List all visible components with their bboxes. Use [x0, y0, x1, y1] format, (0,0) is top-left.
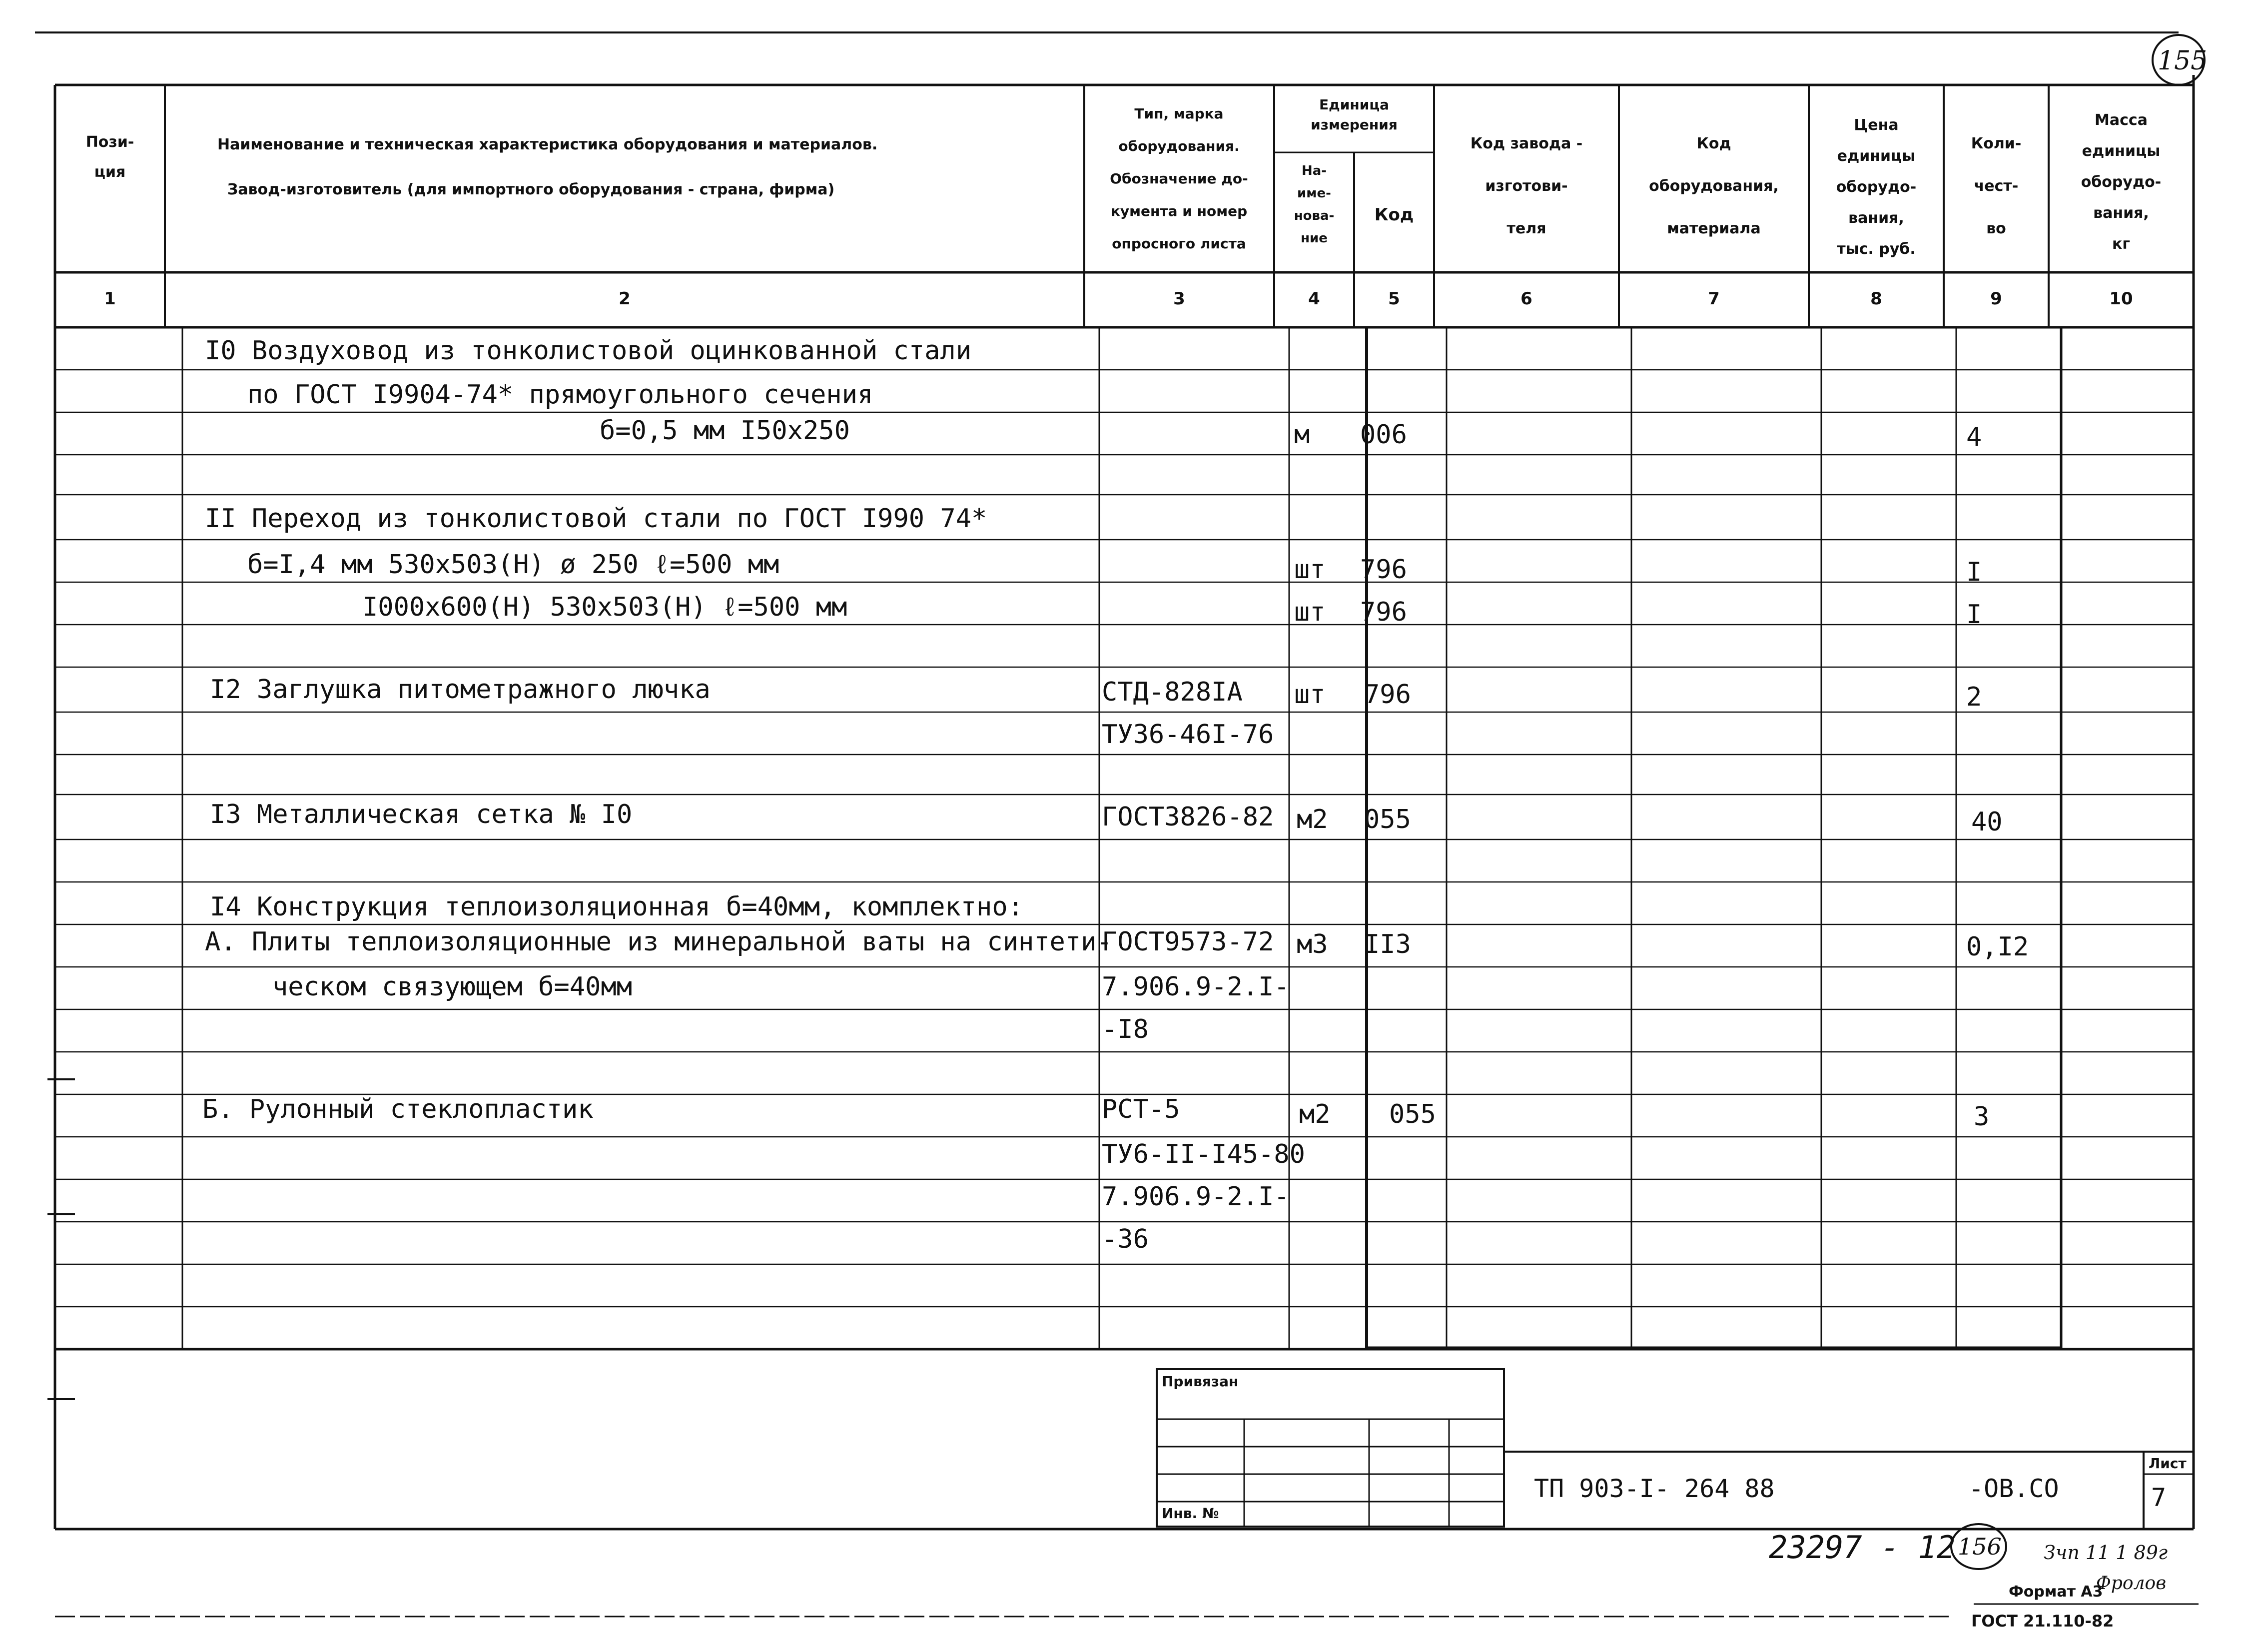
- header-name-line1: Наименование и техническая характеристика оборудования и материалов.: [217, 136, 878, 153]
- standard-label: ГОСТ 21.110-82: [1971, 1612, 2114, 1631]
- row-4-name: II Переход из тонколистовой стали по ГОСТ I990 74*: [205, 504, 987, 534]
- row-5-name: б=I,4 мм 530х503(Н) ø 250 ℓ=500 мм: [247, 550, 779, 580]
- row-2-name: б=0,5 мм I50х250: [600, 416, 850, 446]
- row-2-unit: м: [1294, 420, 1310, 450]
- row-11-qty: 40: [1971, 807, 2003, 837]
- header-position: Пози- ция: [85, 133, 134, 181]
- column-number-7: 7: [1708, 289, 1720, 309]
- header-unit-price: Цена единицы оборудо- вания, тыс. руб.: [1836, 116, 1917, 258]
- format-signature: Фролов: [2096, 1573, 2167, 1594]
- row-11-name: I3 Металлическая сетка № I0: [210, 800, 633, 829]
- row-14-qty: 0,I2: [1966, 932, 2029, 962]
- column-number-9: 9: [1990, 289, 2002, 309]
- column-number-6: 6: [1520, 289, 1532, 309]
- row-14-name: А. Плиты теплоизоляционные из минеральной ваты на синтети-: [205, 927, 1112, 957]
- row-6-qty: I: [1966, 600, 1982, 630]
- row-6-unit: шт: [1294, 597, 1326, 627]
- row-9-type: ТУ36-46I-76: [1102, 720, 1274, 750]
- row-14-unit: м3: [1297, 929, 1328, 959]
- header-type-mark: Тип, марка оборудования. Обозначение до- кумента и номер опросного листа: [1110, 105, 1248, 252]
- row-14-code: II3: [1364, 929, 1411, 959]
- row-11-type: ГОСТ3826-82: [1102, 802, 1274, 832]
- row-18-name: Б. Рулонный стеклопластик: [202, 1094, 594, 1124]
- header-plant-code: Код завода - изготови- теля: [1470, 135, 1583, 237]
- row-18-qty: 3: [1974, 1102, 1990, 1132]
- row-1-name: по ГОСТ I9904-74* прямоугольного сечения: [247, 380, 873, 410]
- row-8-qty: 2: [1966, 682, 1982, 712]
- row-5-code: 796: [1360, 555, 1407, 585]
- bottom-number: 156: [1958, 1533, 2002, 1560]
- format-label: Формат А3: [2009, 1583, 2103, 1601]
- column-number-5: 5: [1388, 289, 1400, 309]
- sheet-label: Лист: [2149, 1455, 2187, 1472]
- header-name-line2: Завод-изготовитель (для импортного оборудования - страна, фирма): [227, 181, 835, 198]
- column-number-1: 1: [104, 289, 116, 309]
- header-unit-group: Единица измерения: [1311, 96, 1398, 133]
- row-2-code: 006: [1360, 420, 1407, 450]
- header-unit-mass: Масса единицы оборудо- вания, кг: [2081, 111, 2162, 253]
- attached-label: Привязан: [1162, 1373, 1239, 1390]
- header-unit-code: Код: [1374, 205, 1414, 225]
- row-5-qty: I: [1966, 557, 1982, 587]
- row-15-name: ческом связующем б=40мм: [272, 972, 633, 1002]
- handwritten-note: Зчп 11 1 89г: [2044, 1542, 2168, 1564]
- column-number-3: 3: [1173, 289, 1185, 309]
- row-6-name: I000х600(Н) 530х503(Н) ℓ=500 мм: [362, 592, 847, 622]
- row-8-unit: шт: [1294, 680, 1326, 710]
- row-0-name: I0 Воздуховод из тонколистовой оцинкованной стали: [205, 336, 972, 366]
- row-13-name: I4 Конструкция теплоизоляционная б=40мм, комплектно:: [210, 892, 1023, 922]
- row-2-qty: 4: [1966, 422, 1982, 452]
- sheet-number: 7: [2151, 1483, 2167, 1512]
- row-21-type: -36: [1102, 1224, 1149, 1254]
- row-18-unit: м2: [1299, 1099, 1331, 1129]
- row-6-code: 796: [1360, 597, 1407, 627]
- row-18-type: РСТ-5: [1102, 1094, 1180, 1124]
- header-unit-name: На- име- нова- ние: [1294, 163, 1335, 246]
- row-11-unit: м2: [1297, 805, 1328, 834]
- row-5-unit: шт: [1294, 555, 1326, 585]
- inv-label: Инв. №: [1162, 1505, 1219, 1522]
- row-19-type: ТУ6-II-I45-80: [1102, 1139, 1305, 1169]
- column-number-4: 4: [1308, 289, 1320, 309]
- column-number-2: 2: [619, 289, 631, 309]
- row-20-type: 7.906.9-2.I-: [1102, 1182, 1290, 1212]
- header-quantity: Коли- чест- во: [1971, 135, 2022, 237]
- designation-suffix: -ОВ.СО: [1969, 1474, 2059, 1503]
- archive-number: 23297 - 12: [1769, 1529, 1956, 1566]
- column-number-8: 8: [1870, 289, 1882, 309]
- row-8-type: СТД-828IА: [1102, 677, 1243, 707]
- column-number-10: 10: [2109, 289, 2133, 309]
- row-18-code: 055: [1389, 1099, 1436, 1129]
- row-8-code: 796: [1364, 680, 1411, 710]
- row-8-name: I2 Заглушка питометражного лючка: [210, 675, 711, 705]
- designation: ТП 903-I- 264 88: [1534, 1474, 1775, 1503]
- header-equipment-code: Код оборудования, материала: [1649, 135, 1779, 237]
- row-15-type: 7.906.9-2.I-: [1102, 972, 1290, 1002]
- row-16-type: -I8: [1102, 1014, 1149, 1044]
- row-11-code: 055: [1364, 805, 1411, 834]
- corner-number: 155: [2158, 46, 2208, 76]
- row-14-type: ГОСТ9573-72: [1102, 927, 1274, 957]
